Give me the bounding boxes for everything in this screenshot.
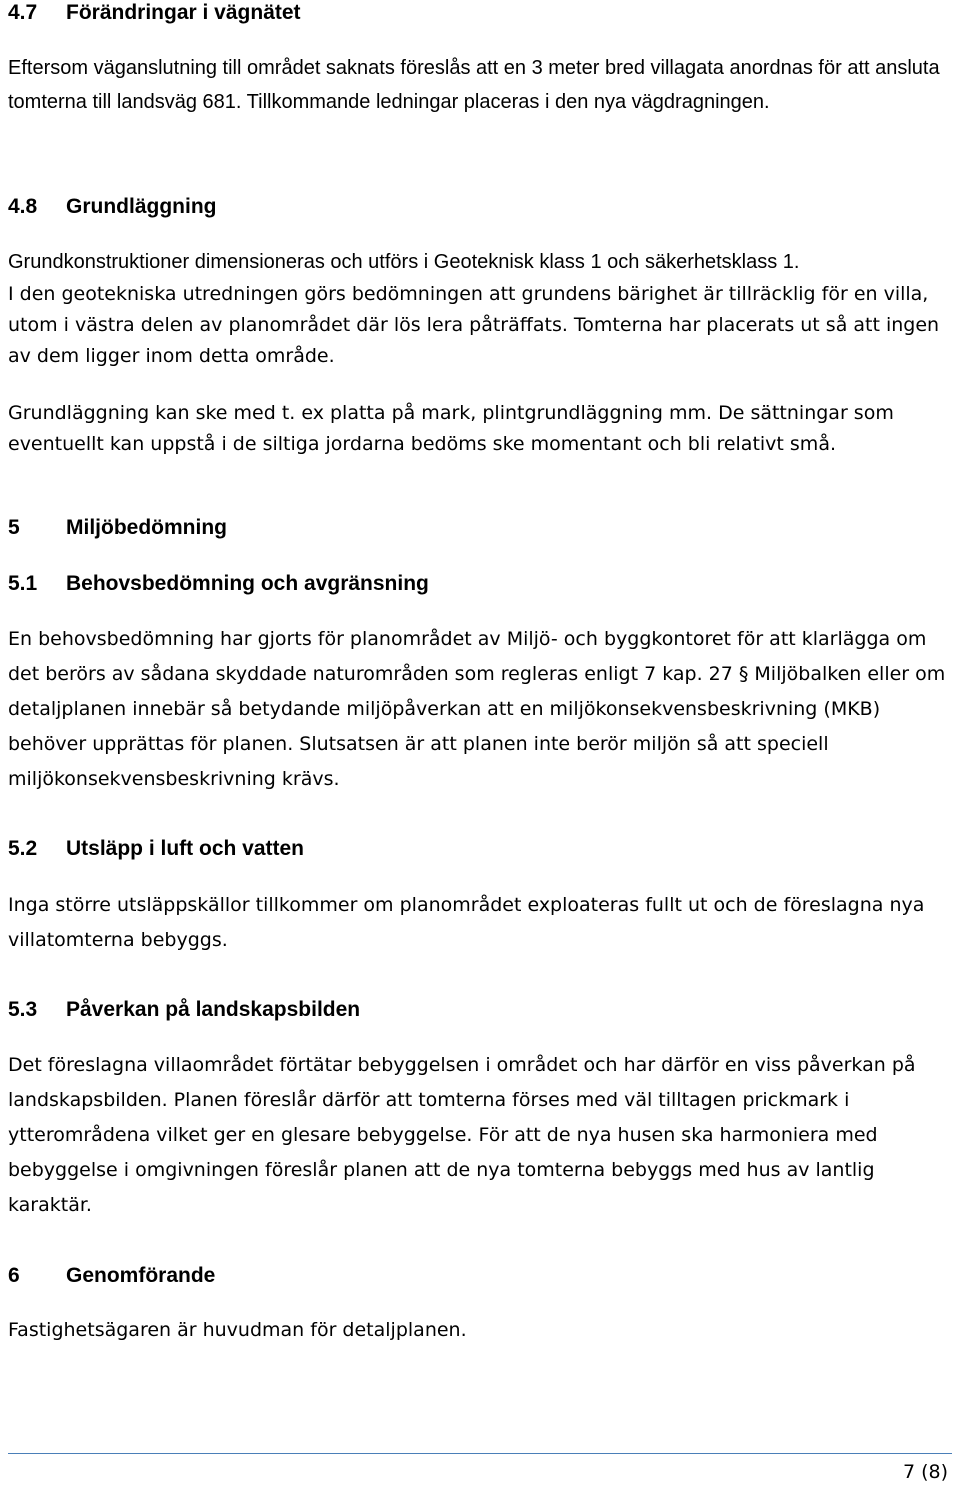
paragraph: En behovsbedömning har gjorts för planområdet av Miljö- och byggkontoret för att klarlägga om det berörs av sådana skyddade naturområden som regleras enligt 7 kap. 27 § Miljöbalken eller om detaljplanen innebär så betydande miljöpåverkan att en miljökonsekvensbeskrivning (MKB) behöver upprättas för planen. Slutsatsen är att planen inte berör miljön så att speciell miljökonsekvensbeskrivning krävs. <box>8 628 946 790</box>
paragraph: Inga större utsläppskällor tillkommer om planområdet exploateras fullt ut och de föreslagna nya villatomterna bebyggs. <box>8 894 925 951</box>
section-number: 6 <box>8 1264 20 1287</box>
heading-5-1 <box>8 571 429 597</box>
footer-divider <box>8 1453 952 1454</box>
section-title: Miljöbedömning <box>66 516 227 539</box>
paragraph: Fastighetsägaren är huvudman för detaljplanen. <box>8 1319 467 1341</box>
heading-4-7 <box>8 0 301 26</box>
section-title: Påverkan på landskapsbilden <box>66 998 361 1021</box>
heading-6 <box>8 1263 215 1289</box>
section-number: 5.3 <box>8 998 38 1021</box>
paragraph: Grundläggning kan ske med t. ex platta på mark, plintgrundläggning mm. De sättningar som eventuellt kan uppstå i de siltiga jordarna bedöms ske momentant och bli relativt små. <box>8 402 894 455</box>
section-title: Grundläggning <box>66 195 217 218</box>
section-number: 5 <box>8 516 20 539</box>
section-number: 4.8 <box>8 195 38 218</box>
section-number: 5.1 <box>8 572 38 595</box>
section-title: Förändringar i vägnätet <box>66 1 301 24</box>
page-number: 7 (8) <box>902 1461 948 1483</box>
section-title: Genomförande <box>66 1264 216 1287</box>
paragraph: I den geotekniska utredningen görs bedömningen att grundens bärighet är tillräcklig för en villa, utom i västra delen av planområdet där lös lera påträffats. Tomterna har placerats ut så att ingen av dem ligger inom detta område. <box>8 283 940 367</box>
heading-5 <box>8 515 227 541</box>
section-number: 4.7 <box>8 1 38 24</box>
section-title: Behovsbedömning och avgränsning <box>66 572 429 595</box>
paragraph: Grundkonstruktioner dimensioneras och utförs i Geoteknisk klass 1 och säkerhetsklass 1. <box>8 251 800 273</box>
paragraph: Eftersom väganslutning till området saknats föreslås att en 3 meter bred villagata anordnas för att ansluta tomterna till landsväg 681. Tillkommande ledningar placeras i den nya vägdragningen. <box>8 57 940 113</box>
heading-5-2 <box>8 836 304 862</box>
paragraph: Det föreslagna villaområdet förtätar bebyggelsen i området och har därför en viss påverkan på landskapsbilden. Planen föreslår därför att tomterna förses med väl tilltagen prickmark i ytterområdena vilket ger en glesare bebyggelse. För att de nya husen ska harmoniera med bebyggelse i omgivningen föreslår planen att de nya tomterna bebyggs med hus av lantlig karaktär. <box>8 1054 916 1216</box>
heading-4-8 <box>8 194 216 220</box>
section-number: 5.2 <box>8 837 38 860</box>
section-title: Utsläpp i luft och vatten <box>66 837 305 860</box>
heading-5-3 <box>8 997 360 1023</box>
